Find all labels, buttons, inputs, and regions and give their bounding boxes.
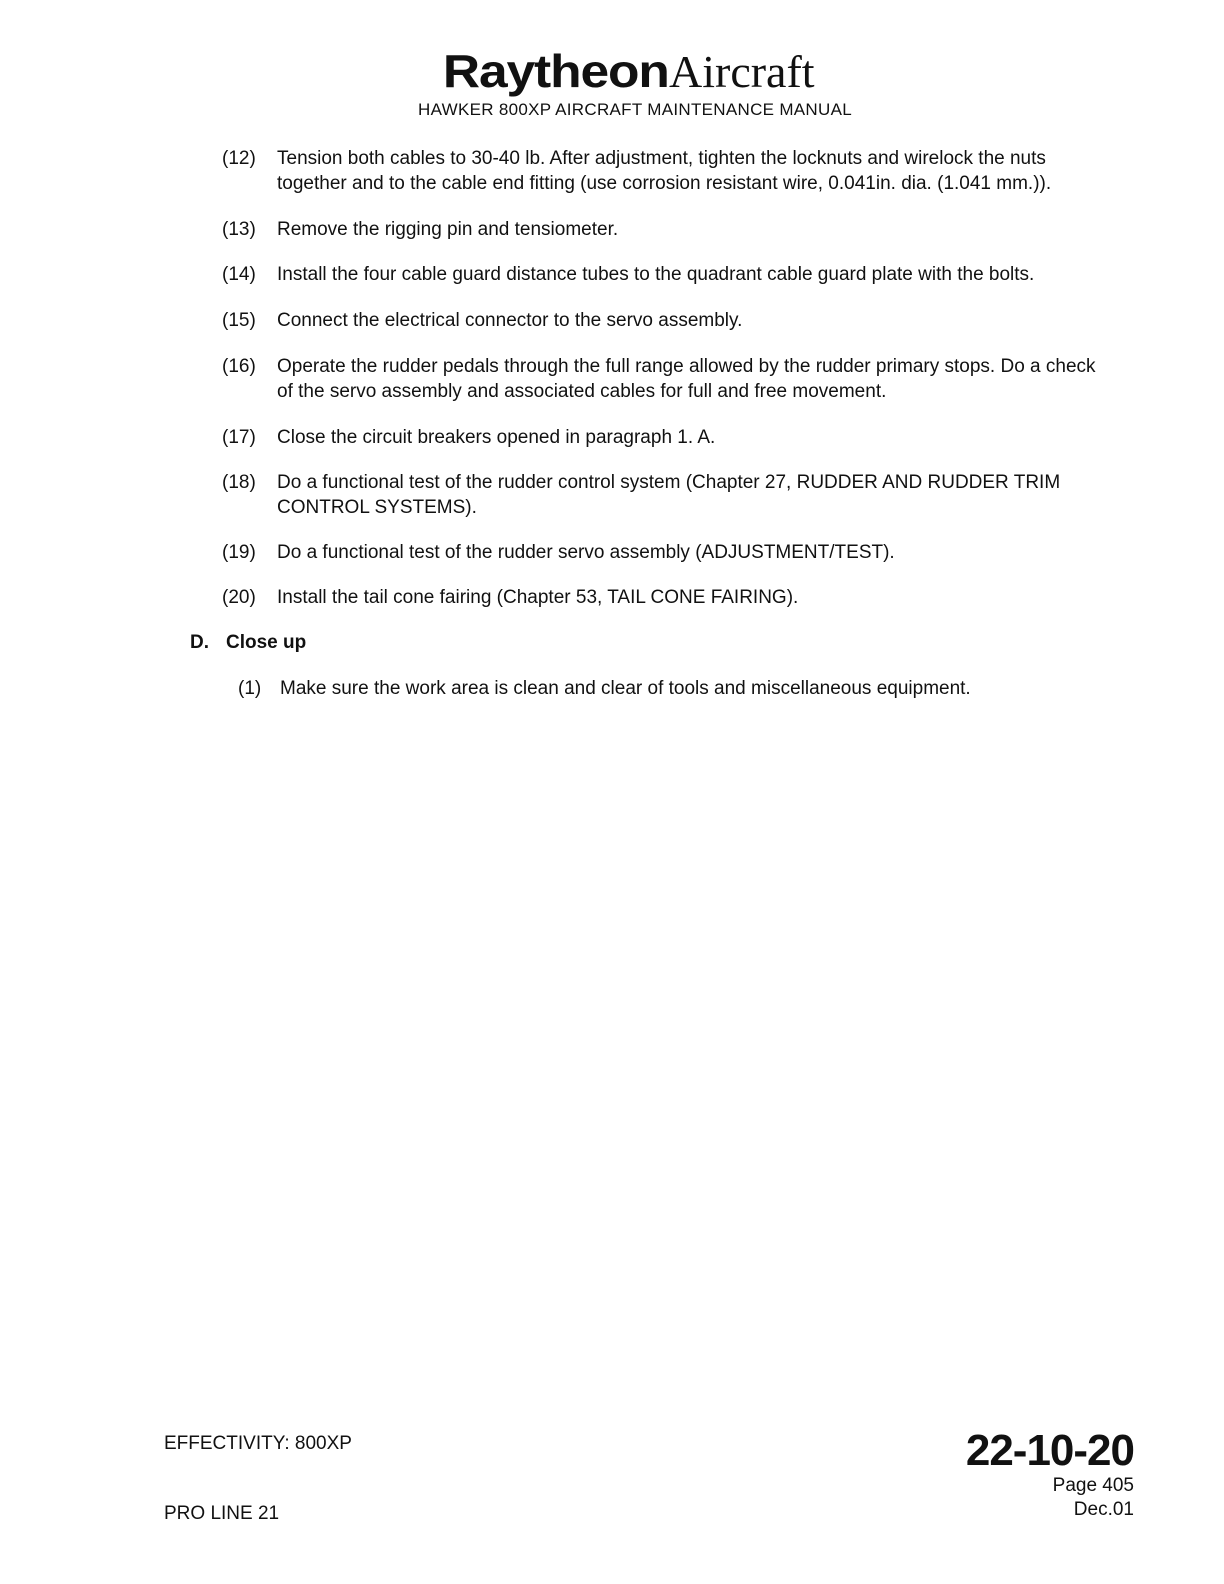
chapter-code: 22-10-20 — [965, 1426, 1134, 1475]
step-number: (16) — [222, 356, 256, 377]
effectivity-label: EFFECTIVITY: 800XP — [164, 1433, 352, 1454]
step-number: (15) — [222, 310, 256, 331]
step-number: (20) — [222, 587, 256, 608]
step-number: (12) — [222, 148, 256, 169]
section-letter: D. — [190, 632, 209, 653]
page-header — [0, 44, 1224, 120]
pro-line-label: PRO LINE 21 — [164, 1503, 280, 1524]
section-heading — [190, 630, 306, 655]
step-text: Close the circuit breakers opened in paragraph 1. A. — [277, 427, 716, 448]
step-text: Install the four cable guard distance tubes to the quadrant cable guard plate with the bolts. — [277, 264, 1035, 285]
raytheon-aircraft-logo — [443, 44, 815, 98]
page-number: Page 405 — [1052, 1475, 1134, 1496]
step-text: Tension both cables to 30-40 lb. After adjustment, tighten the locknuts and wirelock the nuts together and to the cable end fitting (use corrosion resistant wire, 0.041in. dia. (1.041 mm.)). — [277, 148, 1052, 194]
step-text: Do a functional test of the rudder servo assembly (ADJUSTMENT/TEST). — [277, 542, 895, 563]
step-number: (19) — [222, 542, 256, 563]
step-text: Remove the rigging pin and tensiometer. — [277, 219, 619, 240]
step-text: Connect the electrical connector to the servo assembly. — [277, 310, 743, 331]
page-identifier — [966, 1428, 1134, 1522]
section-title: Close up — [226, 632, 307, 653]
step-number: (13) — [222, 219, 256, 240]
step-number: (17) — [222, 427, 256, 448]
logo-brand: Raytheon — [443, 45, 670, 97]
step-text: Install the tail cone fairing (Chapter 53, TAIL CONE FAIRING). — [277, 587, 799, 608]
step-number: (1) — [238, 678, 262, 699]
revision-date: Dec.01 — [1073, 1499, 1134, 1520]
manual-title: HAWKER 800XP AIRCRAFT MAINTENANCE MANUAL — [418, 100, 852, 119]
step-text: Operate the rudder pedals through the full range allowed by the rudder primary stops. Do a check of the servo assembly and associated cables for full and free movement. — [277, 356, 1096, 402]
step-text: Do a functional test of the rudder control system (Chapter 27, RUDDER AND RUDDER TRIM CONTROL SYSTEMS). — [277, 472, 1061, 518]
step-text: Make sure the work area is clean and clear of tools and miscellaneous equipment. — [280, 678, 971, 699]
step-number: (18) — [222, 472, 256, 493]
step-number: (14) — [222, 264, 256, 285]
logo-suffix: Aircraft — [669, 46, 815, 97]
